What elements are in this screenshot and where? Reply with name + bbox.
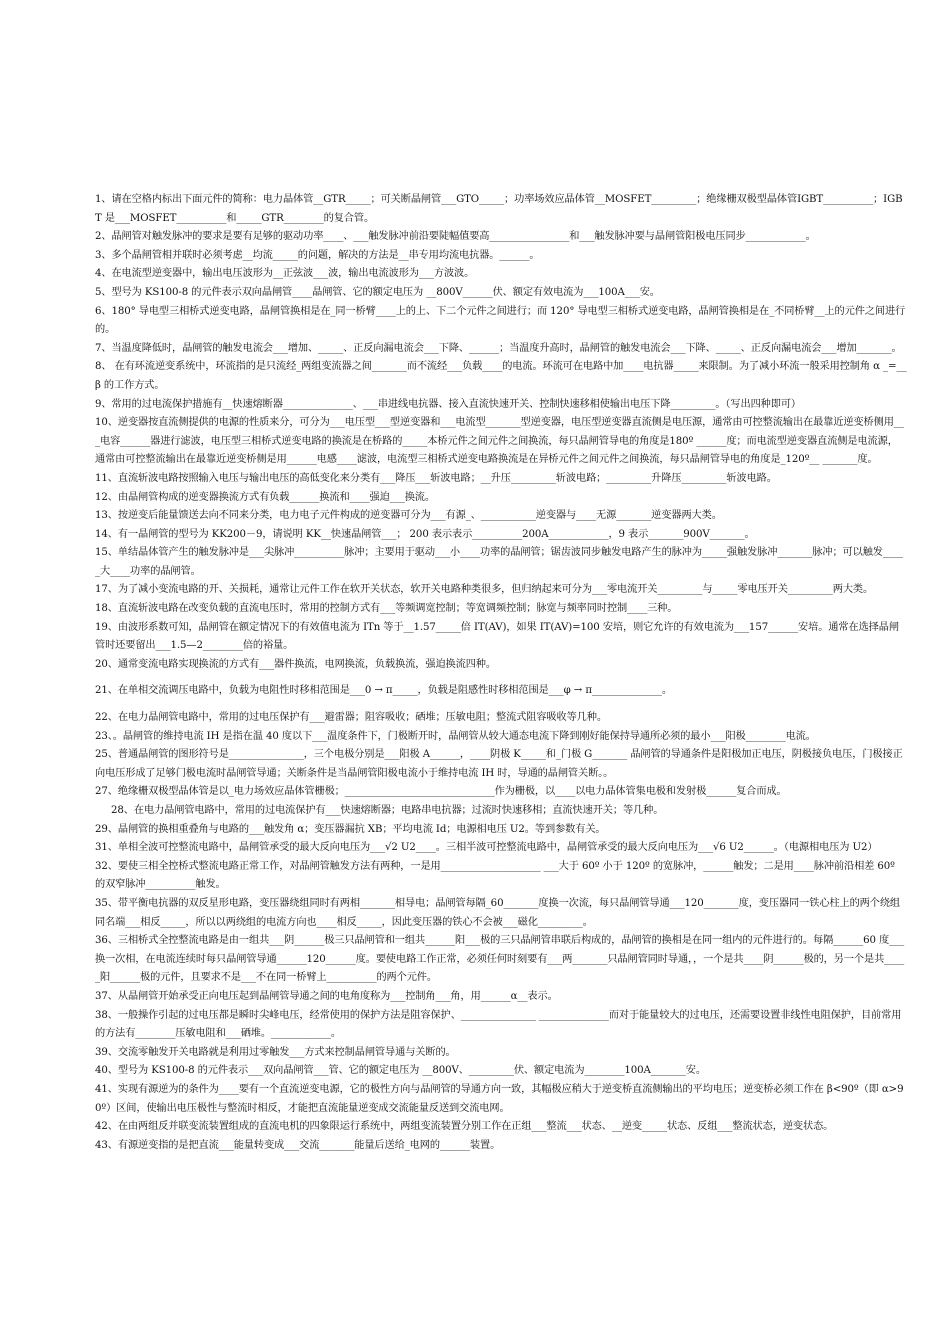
question-20: 20、通常变流电路实现换流的方式有___器件换流，电网换流，负载换流，强迫换流四种。 [95,658,496,670]
question-35: 35、带平衡电抗器的双反星形电路，变压器绕组同时有两相_______相导电；晶闸管每隔_60_______度换一次流，每只晶闸管导通___120_______度，变压器同一铁心柱上的两个绕组同名端___相反_____，所以以两绕组的电流方向也____相反_____，因此变压器的铁心不会被___磁化_________。 [95,897,901,928]
question-11: 11、直流斩波电路按照输入电压与输出电压的高低变化来分类有___降压___斩波电路；__升压_________斩波电路；_________升降压_________斩波电路。 [95,472,777,484]
question-5: 5、型号为 KS100-8 的元件表示双向晶闸管____晶闸管、它的额定电压为 __800V______伏、额定有效电流为___100A___安。 [95,286,660,298]
question-22: 22、在电力晶闸管电路中，常用的过电压保护有___避雷器；阻容吸收；硒堆；压敏电阻；整流式阻容吸收等几种。 [95,712,607,724]
question-15: 15、单结晶体管产生的触发脉冲是___尖脉冲__________脉冲；主要用于驱动___小____功率的晶闸管；锯齿波同步触发电路产生的脉冲为_____强触发脉冲_______脉冲；可以触发_____大____功率的晶闸管。 [95,547,903,577]
document-body [95,191,907,1155]
question-37: 37、从晶闸管开始承受正向电压起到晶闸管导通之间的电角度称为___控制角___角，用______α__表示。 [95,990,558,1002]
question-29: 29、晶闸管的换相重叠角与电路的___触发角 α；变压器漏抗 XB；平均电流 Id；电源相电压 U2。等到参数有关。 [95,823,606,835]
question-1: 1、请在空格内标出下面元件的简称：电力晶体管__GTR_____；可关断晶闸管___GTO_____；功率场效应晶体管__MOSFET_________；绝缘栅双极型晶体管IGBT__________；IGBT 是___MOSFET__________和_____GTR________的复合管。 [95,194,903,224]
question-32: 32、要使三相全控桥式整流电路正常工作，对晶闸管触发方法有两种，一是用____________________ ___大于 60º 小于 120º 的宽脉冲，______触发；二是用____脉冲前沿相差 60º 的双窄脉冲__________触发。 [95,860,895,891]
question-18: 18、直流斩波电路在改变负载的直流电压时，常用的控制方式有___等频调宽控制；等宽调频控制；脉宽与频率同时控制____三种。 [95,603,678,615]
question-40: 40、型号为 KS100-8 的元件表示___双向晶闸管___管、它的额定电压为 __800V、_________伏、额定电流为________100A_______安。 [95,1065,706,1077]
question-2: 2、晶闸管对触发脉冲的要求是要有足够的驱动功率____、___触发脉冲前沿要陡幅值要高________________和___触发脉冲要与晶闸管阳极电压同步____________。 [95,231,816,243]
question-39: 39、交流零触发开关电路就是利用过零触发___方式来控制晶闸管导通与关断的。 [95,1046,456,1058]
question-19: 19、由波形系数可知，晶闸管在额定情况下的有效值电流为 ITn 等于__1.57_____倍 IT(AV)，如果 IT(AV)=100 安培，则它允许的有效电流为___157______安培。通常在选择晶闸管时还要留出___1.5—2________倍的裕量。 [95,621,899,652]
question-9: 9、常用的过电流保护措施有__快速熔断器______________、___串进线电抗器、接入直流快速开关、控制快速移相使输出电压下降_________。（写出四种即可） [95,398,802,410]
question-21: 21、在单相交流调压电路中，负载为电阻性时移相范围是___0 → π_____，负载是阻感性时移相范围是___φ → π______________。 [95,685,672,697]
question-6: 6、180° 导电型三相桥式逆变电路，晶闸管换相是在_同一桥臂____上的上、下二个元件之间进行；而 120° 导电型三相桥式逆变电路，晶闸管换相是在_不同桥臂__上的元件之间进行的。 [95,305,906,336]
question-7: 7、当温度降低时，晶闸管的触发电流会___增加、_____、正反向漏电流会___下降、______；当温度升高时，晶闸管的触发电流会___下降、_____、正反向漏电流会___增加_______。 [95,342,902,354]
question-27: 27、绝缘栅双极型晶体管是以_电力场效应晶体管栅极；______________________________作为栅极，以____以电力晶体管集电极和发射极______复合而成。 [95,786,787,798]
question-36: 36、三相桥式全控整流电路是由一组共___阴______极三只晶闸管和一组共______阳___极的三只晶闸管串联后构成的，晶闸管的换相是在同一组内的元件进行的。每隔______60 度___换一次相，在电流连续时每只晶闸管导通______120______度。要使电路工作正常，必须任何时刻要有___两_______只晶闸管同时导通，，一个是共____阴______极的，另一个是共_____阳______极的元件，且要求不是___不在同一桥臂上__________的两个元件。 [95,935,905,984]
question-31: 31、单相全波可控整流电路中，晶闸管承受的最大反向电压为___√2 U2____。三相半波可控整流电路中，晶闸管承受的最大反向电压为___√6 U2______。（电源相电压为 U2） [95,842,878,854]
question-12: 12、由晶闸管构成的逆变器换流方式有负载______换流和____强迫___换流。 [95,491,435,503]
question-14: 14、有一晶闸管的型号为 KK200－9，请说明 KK__快速晶闸管___； 200 表示表示__________200A____________，9 表示_______900V_______。 [95,528,755,540]
question-38: 38、一般操作引起的过电压都是瞬时尖峰电压，经常使用的保护方法是阻容保护、_______________ ______________而对于能量较大的过电压，还需要设置非线性电阻保护，目前常用的方法有________压敏电阻和___硒堆。____________。 [95,1009,902,1040]
question-10: 10、逆变器按直流侧提供的电源的性质来分，可分为___电压型___型逆变器和___电流型_______型逆变器，电压型逆变器直流侧是电压源，通常由可控整流输出在最靠近逆变桥侧用___电容______器进行滤波，电压型三相桥式逆变电路的换流是在桥路的_____本桥元件之间元件之间换流，每只晶闸管导电的角度是180º ______度；而电流型逆变器直流侧是电流源，通常由可控整流输出在最靠近逆变桥侧是用______电感____滤波，电流型三相桥式逆变电路换流是在异桥元件之间元件之间换流，每只晶闸管导电的角度是_120º__ _______度。 [95,417,904,466]
question-3: 3、多个晶闸管相并联时必须考虑__均流_____的问题，解决的方法是__串专用均流电抗器。______。 [95,249,540,261]
question-42: 42、在由两组反并联变流装置组成的直流电机的四象限运行系统中，两组变流装置分别工作在正组___整流___状态、__逆变_____状态、反组___整流状态，逆变状态。 [95,1121,834,1133]
question-13: 13、按逆变后能量馈送去向不同来分类，电力电子元件构成的逆变器可分为___有源_、___________逆变器与____无源_______逆变器两大类。 [95,510,722,522]
question-4: 4、在电流型逆变器中，输出电压波形为__正弦波___波，输出电流波形为___方波波。 [95,268,475,280]
question-25: 25、普通晶闸管的图形符号是_______________，三个电极分别是___阳极 A______，____阴极 K_____和_门极 G_______ 晶闸管的导通条件是阳极加正电压，阴极接负电压，门极接正向电压形成了足够门极电流时晶闸管导通；关断条件是当晶闸管阳极电流小于维持电流 IH 时，导通的晶闸管关断。。 [95,749,903,779]
question-17: 17、为了减小变流电路的开、关损耗，通常让元件工作在软开关状态，软开关电路种类很多，但归纳起来可分为___零电流开关_________与_____零电压开关_________两大类。 [95,584,874,596]
question-28: 28、在电力晶闸管电路中，常用的过电流保护有___快速熔断器；电路串电抗器；过流时快速移相；直流快速开关；等几种。 [111,805,664,816]
question-8: 8、 在有环流逆变系统中，环流指的是只流经_两组变流器之间_______而不流经___负载____的电流。环流可在电路中加____电抗器_____来限制。为了减小环流一般采用控制角 α _=__ β 的工作方式。 [95,361,907,391]
question-41: 41、实现有源逆为的条件为____要有一个直流逆变电源，它的极性方向与晶闸管的导通方向一致，其幅极应稍大于逆变桥直流侧输出的平均电压；逆变桥必须工作在 β<90º（即 α>90º）区间，使输出电压极性与整流时相反，才能把直流能量逆变成交流能量反送到交流电网。 [95,1083,904,1114]
question-23: 23、。晶闸管的维持电流 IH 是指在温 40 度以下___温度条件下，门极断开时，晶闸管从较大通态电流下降到刚好能保持导通所必须的最小___阳极________电流。 [95,730,816,742]
question-43: 43、有源逆变指的是把直流___能量转变成___交流_______能量后送给_电网的______装置。 [95,1139,501,1151]
